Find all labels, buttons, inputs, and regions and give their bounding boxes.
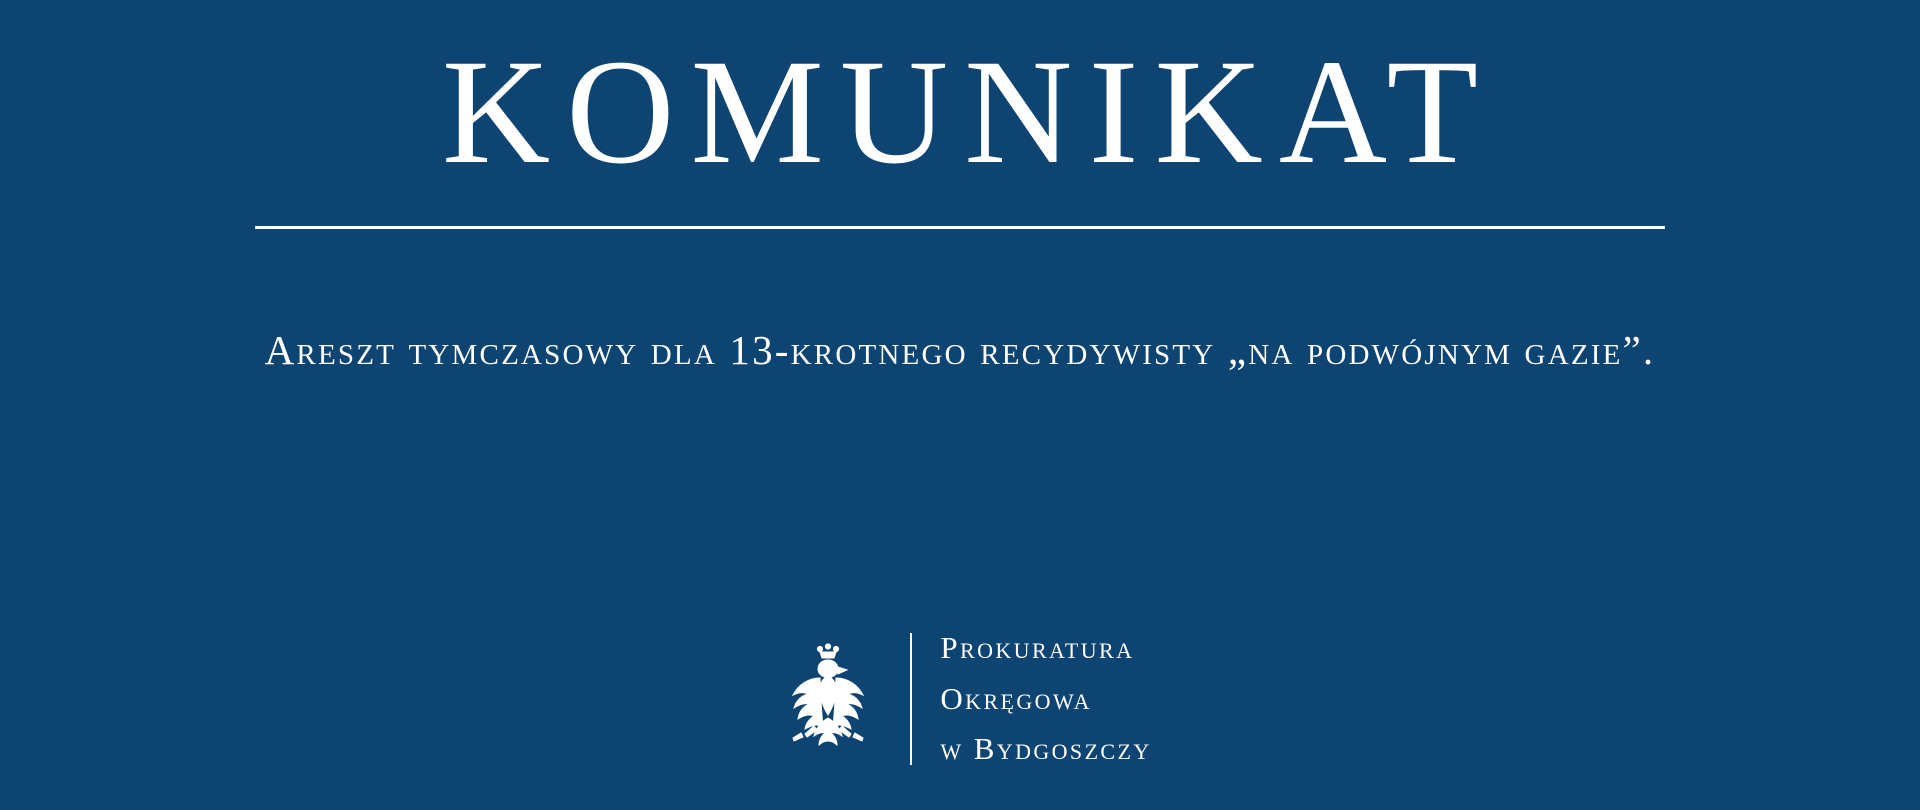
- title-divider: [255, 226, 1665, 229]
- organization-line-3: w Bydgoszczy: [940, 730, 1152, 766]
- announcement-subtitle: Areszt tymczasowy dla 13-krotnego recydywisty „na podwójnym gazie”.: [264, 327, 1656, 373]
- polish-eagle-crest-icon: [768, 634, 888, 764]
- organization-name: [940, 623, 1151, 774]
- footer: [0, 623, 1920, 774]
- organization-line-1: Prokuratura: [940, 630, 1135, 666]
- page-title: KOMUNIKAT: [441, 29, 1495, 195]
- footer-divider: [910, 633, 912, 765]
- organization-line-2: Okręgowa: [940, 680, 1092, 716]
